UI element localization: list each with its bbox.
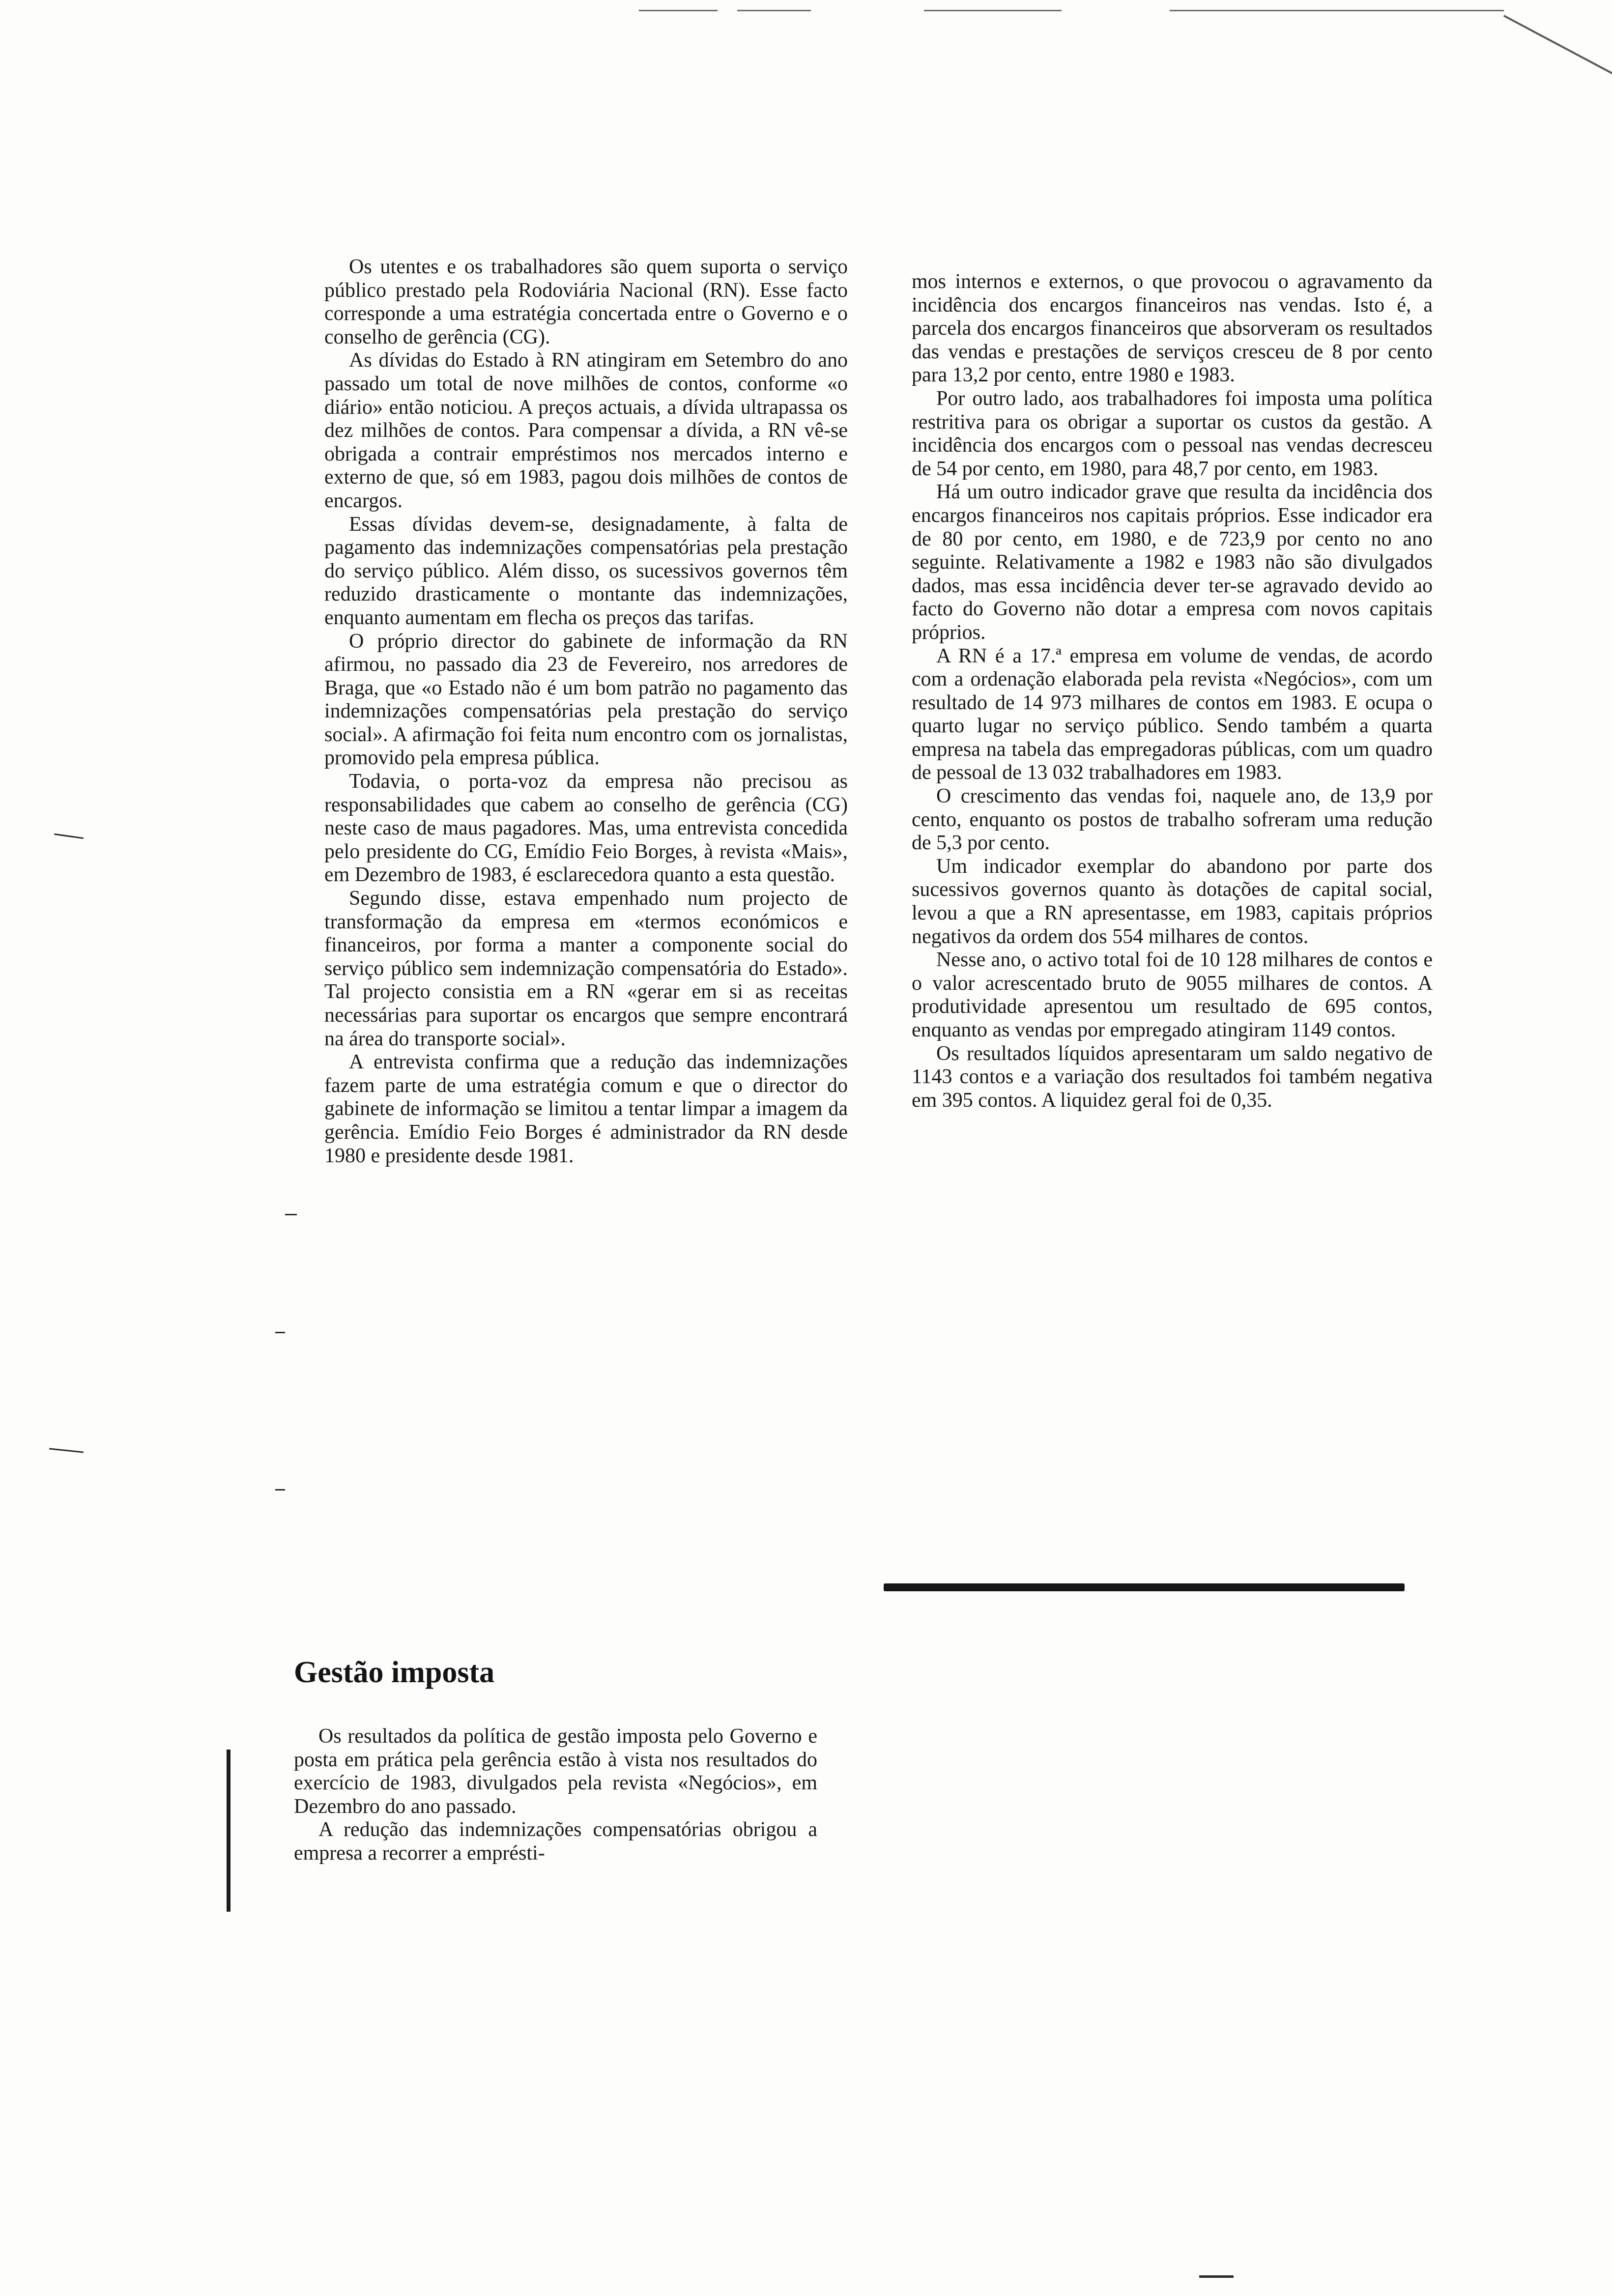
end-of-article-rule bbox=[884, 1583, 1405, 1591]
paragraph: Essas dívidas devem-se, designadamente, à falta de pagamento das indemnizações compensatórias pela prestação do serviço público. Além disso, os sucessivos governos têm reduzido drasticamente o montante das indemnizações, enquanto aumentam em flecha os preços das tarifas. bbox=[324, 513, 848, 629]
paragraph: Por outro lado, aos trabalhadores foi imposta uma política restritiva para os obrigar a suportar os custos da gestão. A incidência dos encargos com o pessoal nas vendas decresceu de 54 por cento, em 1980, para 48,7 por cento, em 1983. bbox=[912, 387, 1433, 480]
paragraph: Todavia, o porta-voz da empresa não precisou as responsabilidades que cabem ao conselho de gerência (CG) neste caso de maus pagadores. Mas, uma entrevista concedida pelo presidente do CG, Emídio Feio Borges, à revista «Mais», em Dezembro de 1983, é esclarecedora quanto a esta questão. bbox=[324, 770, 848, 887]
section-headline: Gestão imposta bbox=[294, 1656, 495, 1689]
paragraph: Os resultados da política de gestão imposta pelo Governo e posta em prática pela gerência estão à vista nos resultados do exercício de 1983, divulgados pela revista «Negócios», em Dezembro do ano passado. bbox=[294, 1725, 817, 1818]
paragraph: O próprio director do gabinete de informação da RN afirmou, no passado dia 23 de Fevereiro, nos arredores de Braga, que «o Estado não é um bom patrão no pagamento das indemnizações compensatórias pela prestação do serviço social». A afirmação foi feita num encontro com os jornalistas, promovido pela empresa pública. bbox=[324, 630, 848, 770]
paragraph: Os resultados líquidos apresentaram um saldo negativo de 1143 contos e a variação dos resultados foi também negativa em 395 contos. A liquidez geral foi de 0,35. bbox=[912, 1042, 1433, 1112]
margin-mark bbox=[275, 1332, 285, 1333]
scan-artifact-line bbox=[924, 10, 1062, 11]
margin-mark bbox=[275, 1489, 285, 1491]
scan-artifact-line bbox=[1170, 10, 1504, 11]
margin-mark bbox=[49, 1448, 84, 1453]
scan-artifact-line bbox=[737, 10, 811, 11]
article-left-column bbox=[324, 256, 848, 1168]
paragraph: A entrevista confirma que a redução das indemnizações fazem parte de uma estratégia comum e que o director do gabinete de informação se limitou a tentar limpar a imagem da gerência. Emídio Feio Borges é administrador da RN desde 1980 e presidente desde 1981. bbox=[324, 1051, 848, 1167]
paragraph: mos internos e externos, o que provocou o agravamento da incidência dos encargos financeiros nas vendas. Isto é, a parcela dos encargos financeiros que absorveram os resultados das vendas e prestações de serviços cresceu de 8 por cento para 13,2 por cento, entre 1980 e 1983. bbox=[912, 270, 1433, 387]
paragraph: A RN é a 17.ª empresa em volume de vendas, de acordo com a ordenação elaborada pela revista «Negócios», com um resultado de 14 973 milhares de contos em 1983. E ocupa o quarto lugar no serviço público. Sendo também a quarta empresa na tabela das empregadoras públicas, com um quadro de pessoal de 13 032 trabalhadores em 1983. bbox=[912, 644, 1433, 784]
page-bottom-mark bbox=[1199, 2275, 1234, 2278]
scan-artifact-line bbox=[639, 10, 718, 11]
margin-bar bbox=[227, 1750, 230, 1912]
paragraph: As dívidas do Estado à RN atingiram em Setembro do ano passado um total de nove milhões de contos, conforme «o diário» então noticiou. A preços actuais, a dívida ultrapassa os dez milhões de contos. Para compensar a dívida, a RN vê-se obrigada a contrair empréstimos nos mercados interno e externo de que, só em 1983, pagou dois milhões de contos de encargos. bbox=[324, 349, 848, 512]
paragraph: A redução das indemnizações compensatórias obrigou a empresa a recorrer a emprésti- bbox=[294, 1818, 817, 1865]
article-bottom-column bbox=[294, 1725, 817, 1866]
paragraph: Nesse ano, o activo total foi de 10 128 milhares de contos e o valor acrescentado bruto de 9055 milhares de contos. A produtividade apresentou um resultado de 695 contos, enquanto as vendas por empregado atingiram 1149 contos. bbox=[912, 948, 1433, 1041]
margin-mark bbox=[54, 833, 84, 839]
margin-mark bbox=[285, 1214, 297, 1215]
paragraph: Segundo disse, estava empenhado num projecto de transformação da empresa em «termos económicos e financeiros, por forma a manter a componente social do serviço público sem indemnização compensatória do Estado». Tal projecto consistia em a RN «gerar em si as receitas necessárias para suportar os encargos que sempre encontrará na área do transporte social». bbox=[324, 887, 848, 1050]
article-right-column bbox=[912, 270, 1433, 1112]
paragraph: Os utentes e os trabalhadores são quem suporta o serviço público prestado pela Rodoviária Nacional (RN). Esse facto corresponde a uma estratégia concertada entre o Governo e o conselho de gerência (CG). bbox=[324, 256, 848, 348]
paragraph: O crescimento das vendas foi, naquele ano, de 13,9 por cento, enquanto os postos de trabalho sofreram uma redução de 5,3 por cento. bbox=[912, 785, 1433, 855]
paragraph: Um indicador exemplar do abandono por parte dos sucessivos governos quanto às dotações de capital social, levou a que a RN apresentasse, em 1983, capitais próprios negativos da ordem dos 554 milhares de contos. bbox=[912, 855, 1433, 948]
scan-artifact-diagonal bbox=[1503, 15, 1612, 77]
paragraph: Há um outro indicador grave que resulta da incidência dos encargos financeiros nos capitais próprios. Esse indicador era de 80 por cento, em 1980, e de 723,9 por cento no ano seguinte. Relativamente a 1982 e 1983 não são divulgados dados, mas essa incidência dever ter-se agravado devido ao facto do Governo não dotar a empresa com novos capitais próprios. bbox=[912, 481, 1433, 644]
